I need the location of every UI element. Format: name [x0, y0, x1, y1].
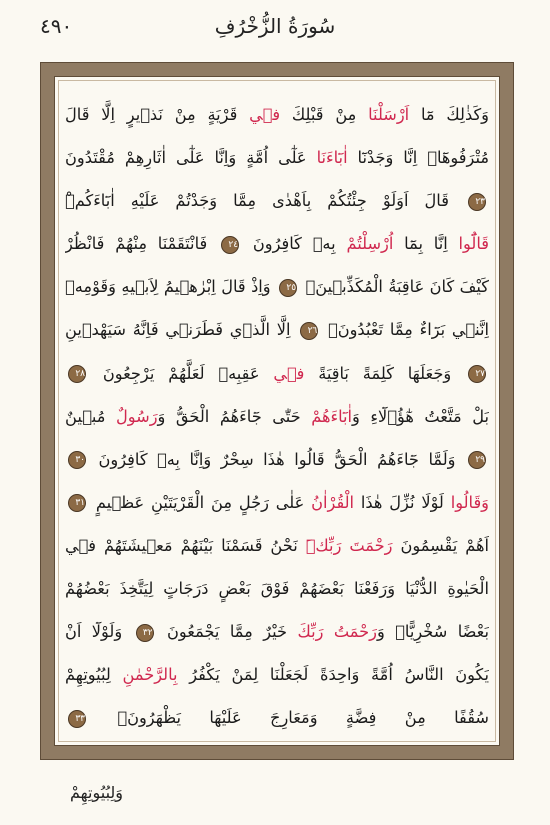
text-line: [65, 438, 489, 481]
highlighted-word: رَحْمَتَ رَبِّكَۜ: [305, 535, 393, 555]
verse-text: يَكُونَ النَّاسُ اُمَّةً وَاحِدَةً لَجَعَلْنَا لِمَنْ يَكْفُرُ: [177, 665, 489, 685]
ayah-number-marker: ٣٠: [68, 451, 86, 469]
verse-text: حَتّٰى جَٓاءَهُمُ الْحَقُّ وَ: [157, 406, 312, 426]
highlighted-word: بِالرَّحْمٰنِ: [122, 665, 178, 685]
text-line: [65, 136, 489, 179]
ayah-number-marker: ٣١: [68, 494, 86, 512]
verse-text: الْحَيٰوةِ الدُّنْيَا وَرَفَعْنَا بَعْضَهُمْ فَوْقَ بَعْضٍ دَرَجَاتٍ لِيَتَّخِذَ بَعْضُهُمْ: [65, 579, 489, 599]
highlighted-word: اَرْسَلْنَا: [368, 105, 410, 124]
verse-text: وَجَعَلَهَا كَلِمَةً بَاقِيَةً: [304, 363, 465, 383]
highlighted-word: قَالُٓوا: [458, 234, 489, 254]
verse-text: لَوْلَا نُزِّلَ هٰذَا: [354, 492, 451, 512]
highlighted-word: ف۪ي: [249, 105, 281, 124]
text-line: [65, 265, 489, 308]
verse-text: عَلٰٓى اُمَّةٍ وَاِنَّا عَلٰٓى اٰثَارِهِمْ مُقْتَدُونَ: [65, 148, 317, 168]
verse-text: وَكَذٰلِكَ مَٓا: [409, 105, 489, 124]
verse-text: اَهُمْ يَقْسِمُونَ: [392, 535, 489, 555]
text-line: [65, 653, 489, 696]
ayah-number-marker: ٢٤: [221, 236, 239, 254]
verse-text: قَرْيَةٍ مِنْ نَذ۪يرٍ اِلَّا قَالَ: [65, 105, 250, 124]
verse-text: وَلَمَّا جَٓاءَهُمُ الْحَقُّ قَالُوا هٰذَا سِحْرٌ وَاِنَّا بِه۪ كَافِرُونَ: [89, 449, 465, 469]
verse-text: كَيْفَ كَانَ عَاقِبَةُ الْمُكَذِّب۪ينَ۟: [300, 277, 489, 297]
verse-text: مُب۪ينٌ: [65, 406, 117, 426]
quran-text: [65, 93, 489, 739]
ayah-number-marker: ٢٥: [279, 279, 297, 297]
verse-text: لِبُيُوتِهِمْ: [65, 665, 123, 685]
text-line: [65, 395, 489, 438]
text-line: [65, 524, 489, 567]
ayah-number-marker: ٢٣: [468, 193, 486, 211]
text-line: [65, 308, 489, 351]
verse-text: وَاِذْ قَالَ اِبْرٰه۪يمُ لِاَب۪يهِ وَقَوْمِه۪: [65, 277, 277, 297]
text-line: [65, 481, 489, 524]
highlighted-word: الْقُرْاٰنُ: [311, 492, 355, 512]
highlighted-word: اٰبَٓاءَهُمْ: [311, 406, 353, 426]
ayah-number-marker: ٢٩: [468, 451, 486, 469]
highlighted-word: رَسُولٌ: [116, 406, 158, 426]
verse-text: اِنَّن۪ي بَرَٓاءٌ مِمَّا تَعْبُدُونَۙ: [321, 320, 489, 340]
text-line: [65, 93, 489, 136]
page-header: [0, 0, 550, 62]
text-panel: [54, 76, 500, 746]
page-frame: [40, 62, 514, 760]
ayah-number-marker: ٣٢: [136, 624, 154, 642]
text-line: [65, 179, 489, 222]
text-line: [65, 610, 489, 653]
verse-text: وَلَوْلَٓا اَنْ: [65, 622, 133, 642]
highlighted-word: ف۪ي: [273, 363, 305, 383]
highlighted-word: اٰبَٓاءَنَا: [316, 148, 348, 168]
catchword: وَلِبُيُوتِهِمْ: [70, 783, 123, 802]
verse-text: سُقُفًا مِنْ فِضَّةٍ وَمَعَارِجَ عَلَيْهَا يَظْهَرُونَۙ: [89, 708, 489, 728]
ayah-number-marker: ٢٨: [68, 365, 86, 383]
verse-text: بِه۪ كَافِرُونَ: [242, 234, 347, 254]
verse-text: نَحْنُ قَسَمْنَا بَيْنَهُمْ مَع۪يشَتَهُمْ ف۪ي: [65, 535, 306, 555]
ayah-number-marker: ٢٧: [468, 365, 486, 383]
surah-title: سُورَةُ الزُّخْرُفِ: [214, 14, 336, 38]
highlighted-word: رَحْمَتُ رَبِّكَ: [297, 622, 377, 642]
verse-text: قَالَ اَوَلَوْ جِئْتُكُمْ بِاَهْدٰى مِمَّا وَجَدْتُمْ عَلَيْهِ اٰبَٓاءَكُمْۜ: [65, 191, 465, 211]
verse-text: فَانْتَقَمْنَا مِنْهُمْ فَانْظُرْ: [65, 234, 219, 254]
text-line: [65, 696, 489, 739]
verse-text: مُتْرَفُوهَٓاۙ اِنَّا وَجَدْنَٓا: [347, 148, 489, 168]
text-line: [65, 352, 489, 395]
ayah-number-marker: ٣٣: [68, 710, 86, 728]
verse-text: اِلَّا الَّذ۪ي فَطَرَن۪ي فَاِنَّهُ سَيَهْد۪ينِ: [65, 320, 298, 340]
verse-text: عَقِبِه۪ لَعَلَّهُمْ يَرْجِعُونَ: [89, 363, 274, 383]
verse-text: بَعْضًا سُخْرِيًّاۜ وَ: [376, 622, 489, 642]
ayah-number-marker: ٢٦: [300, 322, 318, 340]
text-line: [65, 222, 489, 265]
page-number: ٤٩٠: [40, 14, 73, 38]
text-line: [65, 567, 489, 610]
highlighted-word: وَقَالُوا: [450, 492, 489, 512]
highlighted-word: اُرْسِلْتُمْ: [346, 234, 394, 254]
verse-text: مِنْ قَبْلِكَ: [280, 105, 369, 124]
verse-text: خَيْرٌ مِمَّا يَجْمَعُونَ: [156, 622, 298, 642]
verse-text: عَلٰى رَجُلٍ مِنَ الْقَرْيَتَيْنِ عَظ۪يمٍ: [89, 492, 312, 512]
verse-text: بَلْ مَتَّعْتُ هٰٓؤُ۬لَٓاءِ وَ: [352, 406, 489, 426]
verse-text: اِنَّا بِمَٓا: [393, 234, 459, 254]
